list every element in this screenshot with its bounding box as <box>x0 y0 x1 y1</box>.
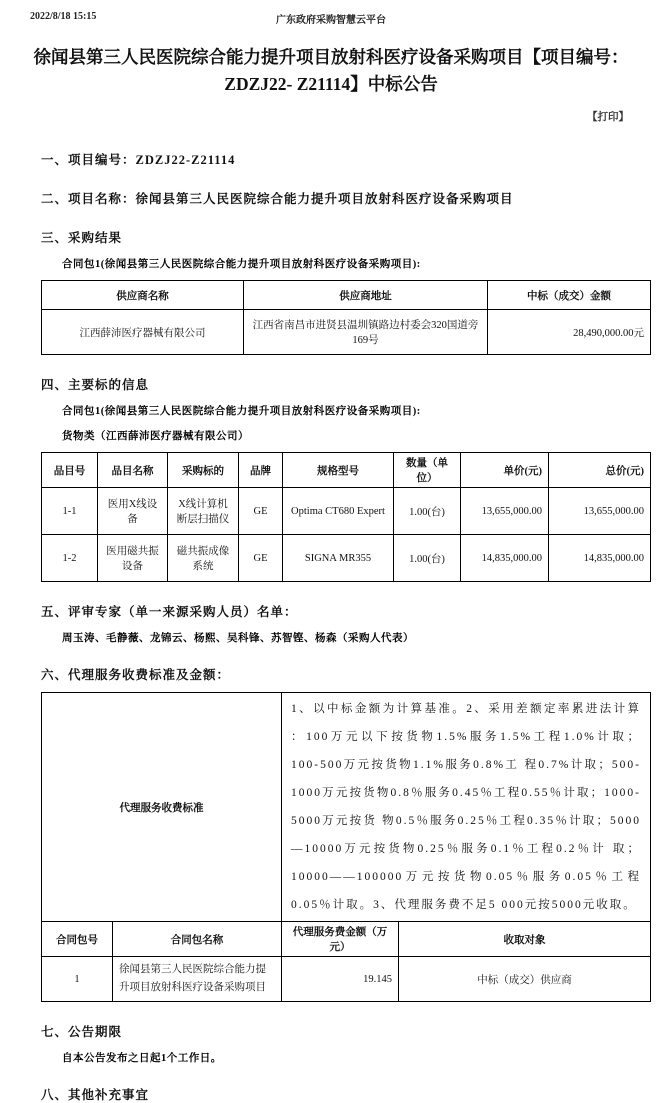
table-header-row <box>42 453 651 488</box>
announcement-period-text: 自本公告发布之日起1个工作日。 <box>62 1053 222 1065</box>
fee-standard-row <box>42 693 651 922</box>
page-header <box>0 0 662 27</box>
print-row <box>0 109 662 124</box>
model-cell: SIGNA MR355 <box>283 535 394 582</box>
column-header-item-no: 品目号 <box>42 453 98 488</box>
section-agency-fee: 六、代理服务收费标准及金额： <box>41 668 231 683</box>
supplier-name-cell: 江西薛沛医疗器械有限公司 <box>42 310 244 355</box>
column-header-subject: 采购标的 <box>168 453 239 488</box>
column-header-unit-price: 单价(元) <box>461 453 549 488</box>
column-header-award-amount: 中标（成交）金额 <box>488 281 651 310</box>
item-no-cell: 1-1 <box>42 488 98 535</box>
section-procurement-result: 三、采购结果 <box>41 231 123 246</box>
table-header-row <box>42 922 651 957</box>
items-table <box>41 452 651 582</box>
supplier-table <box>41 280 651 355</box>
package-no-cell: 1 <box>42 957 113 1002</box>
section-review-experts: 五、评审专家（单一来源采购人员）名单： <box>41 605 298 620</box>
fee-standard-label: 代理服务收费标准 <box>42 693 282 922</box>
table-row <box>42 488 651 535</box>
column-header-total-price: 总价(元) <box>549 453 651 488</box>
agency-fee-table <box>41 692 651 1002</box>
award-amount-cell: 28,490,000.00元 <box>488 310 651 355</box>
page-title: 徐闻县第三人民医院综合能力提升项目放射科医疗设备采购项目【项目编号：ZDZJ22- Z21114】中标公告 <box>33 47 629 95</box>
brand-cell: GE <box>239 488 283 535</box>
column-header-item-name: 品目名称 <box>98 453 168 488</box>
column-header-package-name: 合同包名称 <box>113 922 282 957</box>
section-other-matters: 八、其他补充事宜 <box>41 1088 150 1103</box>
unit-price-cell: 13,655,000.00 <box>461 488 549 535</box>
goods-category-line: 货物类（江西薛沛医疗器械有限公司） <box>62 431 249 443</box>
fee-amount-cell: 19.145 <box>282 957 399 1002</box>
table-row <box>42 310 651 355</box>
quantity-cell: 1.00(台) <box>394 535 461 582</box>
expert-names: 周玉涛、毛静薇、龙锦云、杨熙、吴科锋、苏智铿、杨森（采购人代表） <box>62 633 414 645</box>
model-cell: Optima CT680 Expert <box>283 488 394 535</box>
column-header-supplier-name: 供应商名称 <box>42 281 244 310</box>
section-announcement-period: 七、公告期限 <box>41 1025 123 1040</box>
total-price-cell: 13,655,000.00 <box>549 488 651 535</box>
column-header-package-no: 合同包号 <box>42 922 113 957</box>
package-name-cell: 徐闻县第三人民医院综合能力提升项目放射科医疗设备采购项目 <box>113 957 282 1002</box>
subject-cell: 磁共振成像系统 <box>168 535 239 582</box>
section-project-number: 一、项目编号：ZDZJ22-Z21114 <box>41 153 236 168</box>
item-name-cell: 医用X线设备 <box>98 488 168 535</box>
fee-standard-text: 1、以中标金额为计算基准。2、采用差额定率累进法计算 ：100万元以下按货物1.5%服务1.5%工程1.0%计取；100-500万元按货物1.1%服务0.8%工 程0.7%计取；500-1000万元按货物0.8％服务0.45％工程0.55％计取；1000-5000万元按货 物0.5％服务0.25％工程0.35％计取；5000—10000万元按货物0.25％服务0.1％工程0.2％计 取；10000——100000万元按货物0.05％服务0.05％工程0.05％计取。3、代理服务费不足5 000元按5000元收取。 <box>282 693 651 922</box>
section-project-name: 二、项目名称：徐闻县第三人民医院综合能力提升项目放射科医疗设备采购项目 <box>41 192 514 207</box>
table-header-row <box>42 281 651 310</box>
supplier-address-cell: 江西省南昌市进贤县温圳镇路边村委会320国道旁169号 <box>244 310 488 355</box>
item-name-cell: 医用磁共振设备 <box>98 535 168 582</box>
contract-package-line: 合同包1(徐闻县第三人民医院综合能力提升项目放射科医疗设备采购项目): <box>62 259 421 271</box>
column-header-brand: 品牌 <box>239 453 283 488</box>
column-header-supplier-address: 供应商地址 <box>244 281 488 310</box>
table-row <box>42 535 651 582</box>
print-timestamp: 2022/8/18 15:15 <box>30 11 97 22</box>
column-header-fee-payer: 收取对象 <box>399 922 651 957</box>
contract-package-line: 合同包1(徐闻县第三人民医院综合能力提升项目放射科医疗设备采购项目): <box>62 406 421 418</box>
section-main-subject-info: 四、主要标的信息 <box>41 378 150 393</box>
unit-price-cell: 14,835,000.00 <box>461 535 549 582</box>
site-name: 广东政府采购智慧云平台 <box>276 15 386 26</box>
brand-cell: GE <box>239 535 283 582</box>
print-button[interactable]: 【打印】 <box>587 112 629 124</box>
total-price-cell: 14,835,000.00 <box>549 535 651 582</box>
table-row <box>42 957 651 1002</box>
column-header-model: 规格型号 <box>283 453 394 488</box>
column-header-quantity: 数量（单位） <box>394 453 461 488</box>
subject-cell: X线计算机断层扫描仪 <box>168 488 239 535</box>
column-header-fee-amount: 代理服务费金额（万元） <box>282 922 399 957</box>
quantity-cell: 1.00(台) <box>394 488 461 535</box>
fee-payer-cell: 中标（成交）供应商 <box>399 957 651 1002</box>
item-no-cell: 1-2 <box>42 535 98 582</box>
